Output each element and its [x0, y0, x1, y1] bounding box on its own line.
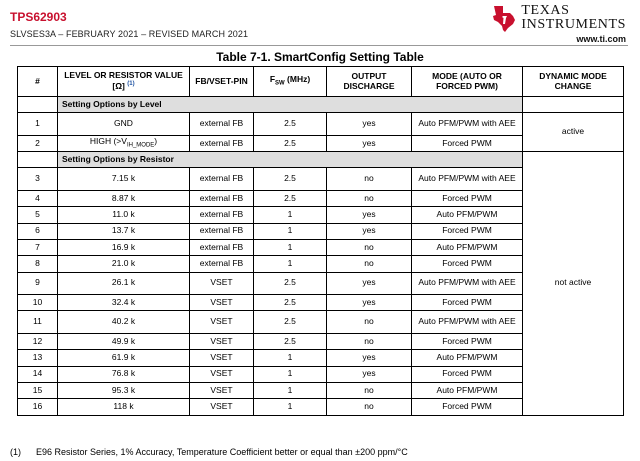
- cell-num: 13: [18, 350, 58, 366]
- cell-num: 7: [18, 239, 58, 255]
- cell-pin: VSET: [190, 399, 254, 415]
- cell-num: 10: [18, 295, 58, 311]
- cell-num: 12: [18, 334, 58, 350]
- cell-pin: external FB: [190, 168, 254, 191]
- cell-fsw: 1: [254, 399, 327, 415]
- cell-discharge: yes: [327, 272, 412, 295]
- cell-num: 6: [18, 223, 58, 239]
- document-revision-info: SLVSES3A – FEBRUARY 2021 – REVISED MARCH 2021: [10, 29, 249, 39]
- cell-discharge: no: [327, 334, 412, 350]
- cell-discharge: yes: [327, 135, 412, 151]
- cell-value: [58, 135, 190, 151]
- cell-fsw: 2.5: [254, 113, 327, 136]
- cell-fsw: 2.5: [254, 295, 327, 311]
- cell-pin: VSET: [190, 295, 254, 311]
- high-value-subscript: IH_MODE: [126, 142, 155, 149]
- cell-discharge: no: [327, 256, 412, 272]
- col-header-level-text: LEVEL OR RESISTOR VALUE [Ω]: [64, 70, 183, 91]
- cell-fsw: 1: [254, 239, 327, 255]
- cell-mode: Forced PWM: [412, 135, 523, 151]
- smartconfig-table: [17, 66, 624, 416]
- footnote-ref-link[interactable]: (1): [127, 81, 135, 88]
- header-divider: [10, 45, 628, 46]
- section-row-level: [18, 97, 624, 113]
- cell-num: 9: [18, 272, 58, 295]
- table-footnote: [10, 447, 408, 457]
- cell-value: 8.87 k: [58, 191, 190, 207]
- cell-mode: Forced PWM: [412, 223, 523, 239]
- col-header-level: [58, 67, 190, 97]
- cell-num: 2: [18, 135, 58, 151]
- cell-fsw: 1: [254, 207, 327, 223]
- cell-discharge: yes: [327, 350, 412, 366]
- cell-mode: Auto PFM/PWM: [412, 239, 523, 255]
- section-label-resistor: Setting Options by Resistor: [58, 152, 523, 168]
- table-header-row: [18, 67, 624, 97]
- cell-pin: VSET: [190, 334, 254, 350]
- cell-discharge: no: [327, 382, 412, 398]
- cell-discharge: no: [327, 311, 412, 334]
- cell-fsw: 1: [254, 256, 327, 272]
- cell-fsw: 1: [254, 350, 327, 366]
- cell-value: GND: [58, 113, 190, 136]
- cell-mode: Forced PWM: [412, 366, 523, 382]
- cell-fsw: 1: [254, 366, 327, 382]
- footnote-text: E96 Resistor Series, 1% Accuracy, Temperature Coefficient better or equal than ±200 ppm/°C: [36, 447, 408, 457]
- cell-value: 16.9 k: [58, 239, 190, 255]
- cell-value: 61.9 k: [58, 350, 190, 366]
- cell-num: 8: [18, 256, 58, 272]
- cell-mode: Forced PWM: [412, 191, 523, 207]
- cell-pin: external FB: [190, 207, 254, 223]
- cell-pin: VSET: [190, 350, 254, 366]
- table-row: [18, 113, 624, 136]
- cell-mode: Forced PWM: [412, 334, 523, 350]
- cell-dynamic-level: active: [523, 113, 624, 152]
- col-header-mode: MODE (AUTO OR FORCED PWM): [412, 67, 523, 97]
- cell-value: 11.0 k: [58, 207, 190, 223]
- cell-mode: Auto PFM/PWM with AEE: [412, 168, 523, 191]
- cell-mode: Forced PWM: [412, 256, 523, 272]
- cell-value: 32.4 k: [58, 295, 190, 311]
- high-value-text: HIGH (>V: [89, 136, 127, 147]
- texas-state-icon: [491, 4, 517, 34]
- col-header-dynamic: DYNAMIC MODE CHANGE: [523, 67, 624, 97]
- cell-value: 40.2 k: [58, 311, 190, 334]
- section-label-level: Setting Options by Level: [58, 97, 523, 113]
- cell-value: 49.9 k: [58, 334, 190, 350]
- high-value-end: ): [154, 136, 158, 147]
- logo-text-texas: TEXAS: [521, 3, 570, 18]
- cell-num: 16: [18, 399, 58, 415]
- website-link[interactable]: www.ti.com: [576, 34, 626, 44]
- cell-fsw: 1: [254, 382, 327, 398]
- cell-discharge: no: [327, 191, 412, 207]
- cell-fsw: 2.5: [254, 311, 327, 334]
- cell-pin: external FB: [190, 113, 254, 136]
- cell-mode: Auto PFM/PWM: [412, 350, 523, 366]
- cell-pin: VSET: [190, 366, 254, 382]
- cell-discharge: yes: [327, 295, 412, 311]
- cell-discharge: no: [327, 239, 412, 255]
- logo-text-instruments: INSTRUMENTS: [521, 17, 626, 32]
- cell-dynamic-resistor: not active: [523, 152, 624, 415]
- cell-pin: external FB: [190, 135, 254, 151]
- cell-num: 11: [18, 311, 58, 334]
- cell-mode: Auto PFM/PWM with AEE: [412, 113, 523, 136]
- cell-pin: external FB: [190, 256, 254, 272]
- ti-logo: [491, 4, 626, 34]
- section-row-resistor: [18, 152, 624, 168]
- document-header: [10, 8, 248, 39]
- cell-mode: Auto PFM/PWM with AEE: [412, 272, 523, 295]
- cell-fsw: 2.5: [254, 135, 327, 151]
- cell-value: 26.1 k: [58, 272, 190, 295]
- cell-mode: Forced PWM: [412, 399, 523, 415]
- cell-value: 21.0 k: [58, 256, 190, 272]
- cell-pin: external FB: [190, 191, 254, 207]
- cell-value: 118 k: [58, 399, 190, 415]
- col-header-pin: FB/VSET-PIN: [190, 67, 254, 97]
- cell-num: 4: [18, 191, 58, 207]
- cell-fsw: 2.5: [254, 191, 327, 207]
- cell-discharge: yes: [327, 366, 412, 382]
- cell-discharge: no: [327, 399, 412, 415]
- cell-value: 7.15 k: [58, 168, 190, 191]
- cell-num: 14: [18, 366, 58, 382]
- cell-mode: Forced PWM: [412, 295, 523, 311]
- cell-discharge: no: [327, 168, 412, 191]
- cell-num: 5: [18, 207, 58, 223]
- part-number-link[interactable]: TPS62903: [10, 10, 67, 24]
- cell-value: 13.7 k: [58, 223, 190, 239]
- cell-discharge: yes: [327, 207, 412, 223]
- cell-pin: external FB: [190, 239, 254, 255]
- cell-fsw: 2.5: [254, 272, 327, 295]
- cell-num: 1: [18, 113, 58, 136]
- cell-num: 3: [18, 168, 58, 191]
- cell-mode: Auto PFM/PWM: [412, 207, 523, 223]
- cell-mode: Auto PFM/PWM: [412, 382, 523, 398]
- footnote-number: (1): [10, 447, 21, 457]
- col-header-num: #: [18, 67, 58, 97]
- cell-fsw: 1: [254, 223, 327, 239]
- cell-mode: Auto PFM/PWM with AEE: [412, 311, 523, 334]
- fsw-subscript: SW: [275, 80, 285, 87]
- col-header-fsw: [254, 67, 327, 97]
- table-title: Table 7-1. SmartConfig Setting Table: [216, 50, 424, 64]
- fsw-unit: (MHz): [284, 74, 311, 85]
- cell-pin: external FB: [190, 223, 254, 239]
- fsw-symbol: F: [269, 74, 276, 85]
- col-header-discharge: OUTPUT DISCHARGE: [327, 67, 412, 97]
- cell-pin: VSET: [190, 382, 254, 398]
- cell-pin: VSET: [190, 272, 254, 295]
- cell-discharge: yes: [327, 223, 412, 239]
- cell-num: 15: [18, 382, 58, 398]
- cell-pin: VSET: [190, 311, 254, 334]
- cell-value: 95.3 k: [58, 382, 190, 398]
- cell-fsw: 2.5: [254, 168, 327, 191]
- cell-fsw: 2.5: [254, 334, 327, 350]
- cell-discharge: yes: [327, 113, 412, 136]
- cell-value: 76.8 k: [58, 366, 190, 382]
